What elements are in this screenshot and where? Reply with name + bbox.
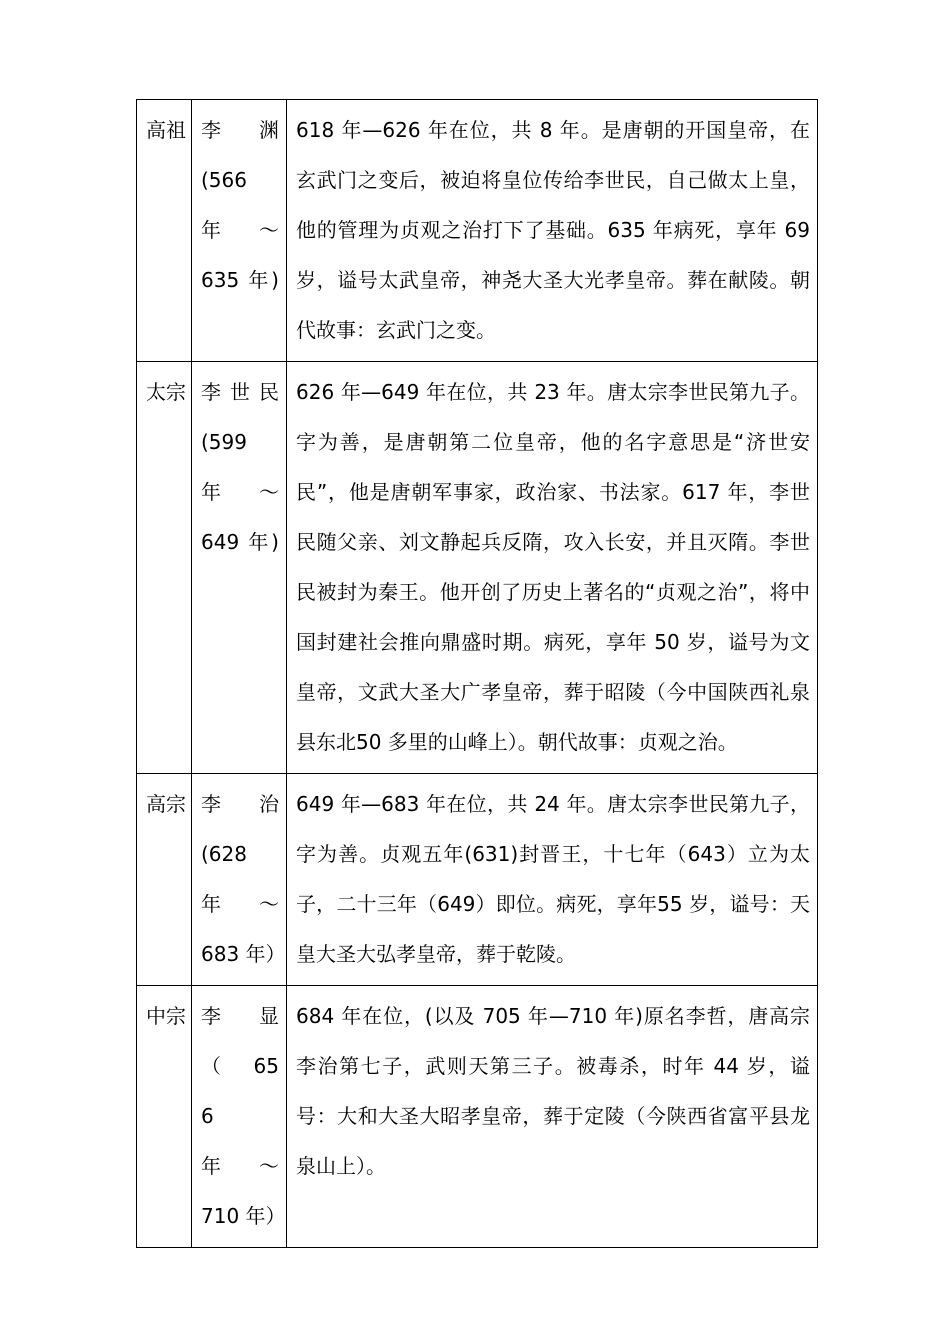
table-row <box>137 774 818 986</box>
temple-name-cell: 高祖 <box>137 100 192 362</box>
temple-name-cell: 中宗 <box>137 986 192 1248</box>
emperor-name: 李渊 <box>201 118 279 142</box>
birth-year: （ 656 <box>201 1054 279 1128</box>
year-range-separator: 年 ～ <box>201 1154 279 1178</box>
emperor-name-cell <box>192 362 287 774</box>
reign-description-cell: 649 年—683 年在位，共 24 年。唐太宗李世民第九子，字为善。贞观五年(631)封晋王，十七年（643）立为太子，二十三年（649）即位。病死，享年55 岁，谥号：天皇大圣大弘孝皇帝，葬于乾陵。 <box>287 774 818 986</box>
reign-description-cell: 684 年在位，(以及 705 年—710 年)原名李哲，唐高宗李治第七子，武则天第三子。被毒杀，时年 44 岁，谥号：大和大圣大昭孝皇帝，葬于定陵（今陕西省富平县龙泉山上）。 <box>287 986 818 1248</box>
table-row <box>137 986 818 1248</box>
reign-description-cell: 626 年—649 年在位，共 23 年。唐太宗李世民第九子。字为善，是唐朝第二位皇帝，他的名字意思是“济世安民”，他是唐朝军事家，政治家、书法家。617 年，李世民随父亲、刘文静起兵反隋，攻入长安，并且灭隋。李世民被封为秦王。他开创了历史上著名的“贞观之治”，将中国封建社会推向鼎盛时期。病死，享年 50 岁，谥号为文皇帝，文武大圣大广孝皇帝，葬于昭陵（今中国陕西礼泉县东北50 多里的山峰上）。朝代故事：贞观之治。 <box>287 362 818 774</box>
death-year: 635 年) <box>201 268 279 292</box>
emperor-table <box>136 99 818 1248</box>
birth-year: (628 <box>201 842 247 866</box>
emperor-name: 李世民 <box>201 380 279 404</box>
year-range-separator: 年 ～ <box>201 480 279 504</box>
emperor-name: 李 显 <box>201 1004 279 1028</box>
temple-name-cell: 太宗 <box>137 362 192 774</box>
emperor-name-cell <box>192 774 287 986</box>
table-row <box>137 100 818 362</box>
year-range-separator: 年 ～ <box>201 892 279 916</box>
birth-year: (599 <box>201 430 247 454</box>
reign-description-cell: 618 年—626 年在位，共 8 年。是唐朝的开国皇帝，在玄武门之变后，被迫将皇位传给李世民，自己做太上皇，他的管理为贞观之治打下了基础。635 年病死，享年 69 岁，谥号太武皇帝，神尧大圣大光孝皇帝。葬在献陵。朝代故事：玄武门之变。 <box>287 100 818 362</box>
table-row <box>137 362 818 774</box>
year-range-separator: 年 ～ <box>201 218 279 242</box>
emperor-name-cell <box>192 100 287 362</box>
death-year: 683 年） <box>201 942 286 966</box>
death-year: 649 年) <box>201 530 279 554</box>
emperor-name-cell <box>192 986 287 1248</box>
birth-year: (566 <box>201 168 247 192</box>
temple-name-cell: 高宗 <box>137 774 192 986</box>
emperor-name: 李 治 <box>201 792 279 816</box>
death-year: 710 年） <box>201 1204 286 1228</box>
